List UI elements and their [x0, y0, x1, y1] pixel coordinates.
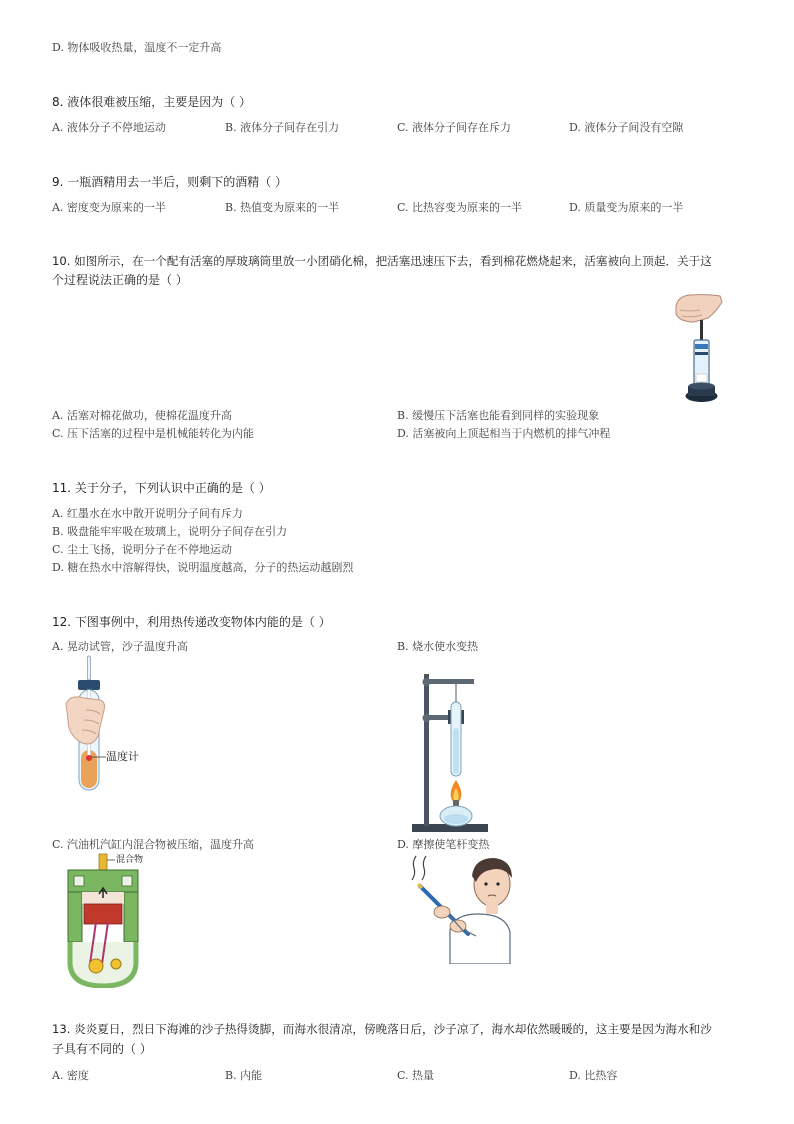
- q9-stem: 9. 一瓶酒精用去一半后，则剩下的酒精（ ）: [52, 175, 288, 189]
- q9-option-b: B. 热值变为原来的一半: [225, 201, 340, 214]
- q12-stem: 12. 下图事例中，利用热传递改变物体内能的是（ ）: [52, 615, 331, 629]
- q13-option-c: C. 热量: [397, 1069, 435, 1082]
- q7-option-d: D. 物体吸收热量，温度不一定升高: [52, 41, 222, 54]
- test-tube-figure: [62, 654, 158, 798]
- q12-option-d: D. 摩擦使笔杆变热: [397, 838, 490, 851]
- q12-option-c: C. 汽油机汽缸内混合物被压缩，温度升高: [52, 838, 255, 851]
- boiling-water-figure: [410, 668, 492, 836]
- piston-cylinder-figure: [668, 292, 730, 410]
- q8-stem: 8. 液体很难被压缩，主要是因为（ ）: [52, 95, 252, 109]
- q13-option-a: A. 密度: [52, 1069, 89, 1082]
- q11-stem: 11. 关于分子，下列认识中正确的是（ ）: [52, 481, 271, 495]
- q8-option-c: C. 液体分子间存在斥力: [397, 121, 512, 134]
- q12-option-b: B. 烧水使水变热: [397, 640, 479, 653]
- q12-option-a: A. 晃动试管，沙子温度升高: [52, 640, 188, 653]
- thermometer-label: 温度计: [106, 750, 139, 763]
- q8-option-b: B. 液体分子间存在引力: [225, 121, 340, 134]
- q10-option-b: B. 缓慢压下活塞也能看到同样的实验现象: [397, 409, 600, 422]
- q13-option-b: B. 内能: [225, 1069, 263, 1082]
- q13-stem-line2: 子具有不同的（ ）: [52, 1042, 152, 1056]
- q9-option-c: C. 比热容变为原来的一半: [397, 201, 523, 214]
- q11-option-a: A. 红墨水在水中散开说明分子间有斥力: [52, 507, 243, 520]
- rubbing-pen-figure: [406, 852, 516, 964]
- q8-option-a: A. 液体分子不停地运动: [52, 121, 166, 134]
- q8-option-d: D. 液体分子间没有空隙: [569, 121, 684, 134]
- mixture-label: 混合物: [116, 855, 144, 865]
- q13-option-d: D. 比热容: [569, 1069, 618, 1082]
- q9-option-a: A. 密度变为原来的一半: [52, 201, 166, 214]
- q11-option-d: D. 糖在热水中溶解得快，说明温度越高，分子的热运动越剧烈: [52, 561, 354, 574]
- q10-option-a: A. 活塞对棉花做功，使棉花温度升高: [52, 409, 232, 422]
- q11-option-c: C. 尘土飞扬，说明分子在不停地运动: [52, 543, 233, 556]
- q10-option-d: D. 活塞被向上顶起相当于内燃机的排气冲程: [397, 427, 611, 440]
- q13-stem-line1: 13. 炎炎夏日，烈日下海滩的沙子热得烫脚，而海水很清凉，傍晚落日后，沙子凉了，海水却依然暖暖的，这主要是因为海水和沙: [52, 1022, 712, 1036]
- q9-option-d: D. 质量变为原来的一半: [569, 201, 684, 214]
- q11-option-b: B. 吸盘能牢牢吸在玻璃上，说明分子间存在引力: [52, 525, 288, 538]
- q10-stem-line1: 10. 如图所示，在一个配有活塞的厚玻璃筒里放一小团硝化棉，把活塞迅速压下去，看到棉花燃烧起来，活塞被向上顶起．关于这: [52, 254, 712, 268]
- q10-stem-line2: 个过程说法正确的是（ ）: [52, 273, 188, 287]
- engine-cylinder-figure: [62, 852, 156, 988]
- q10-option-c: C. 压下活塞的过程中是机械能转化为内能: [52, 427, 255, 440]
